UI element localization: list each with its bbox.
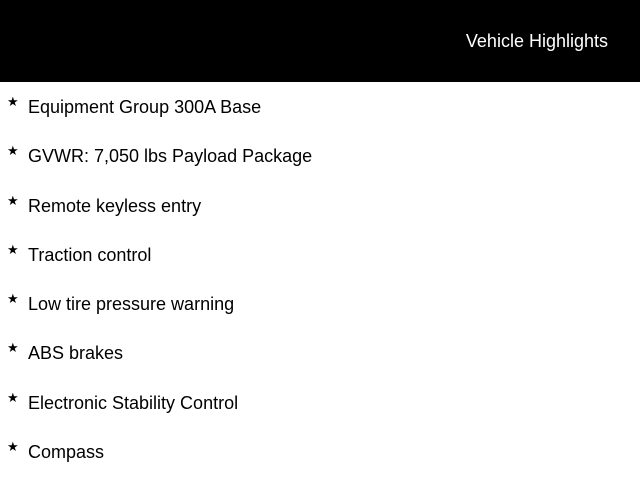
highlight-label: Low tire pressure warning [28, 294, 235, 315]
star-icon: ★ [7, 341, 19, 357]
highlight-label: GVWR: 7,050 lbs Payload Package [28, 146, 313, 167]
list-item [0, 82, 640, 131]
list-item [0, 328, 640, 377]
highlight-label: ABS brakes [28, 343, 124, 364]
highlight-label: Remote keyless entry [28, 195, 202, 216]
star-icon: ★ [7, 144, 19, 160]
list-item [0, 131, 640, 180]
list-item [0, 181, 640, 230]
star-icon: ★ [7, 390, 19, 406]
list-item [0, 230, 640, 279]
star-icon: ★ [7, 193, 19, 209]
star-icon: ★ [7, 242, 19, 258]
header-bar [0, 0, 640, 82]
highlight-label: Compass [28, 442, 105, 463]
page-title: Vehicle Highlights [465, 31, 608, 51]
star-icon: ★ [7, 292, 19, 308]
list-item [0, 279, 640, 328]
highlight-label: Equipment Group 300A Base [28, 97, 262, 117]
star-icon: ★ [7, 95, 19, 110]
list-item [0, 378, 640, 427]
highlights-list [0, 82, 640, 476]
highlight-label: Electronic Stability Control [28, 392, 239, 413]
list-item [0, 427, 640, 476]
highlight-label: Traction control [28, 244, 152, 265]
star-icon: ★ [7, 440, 19, 456]
